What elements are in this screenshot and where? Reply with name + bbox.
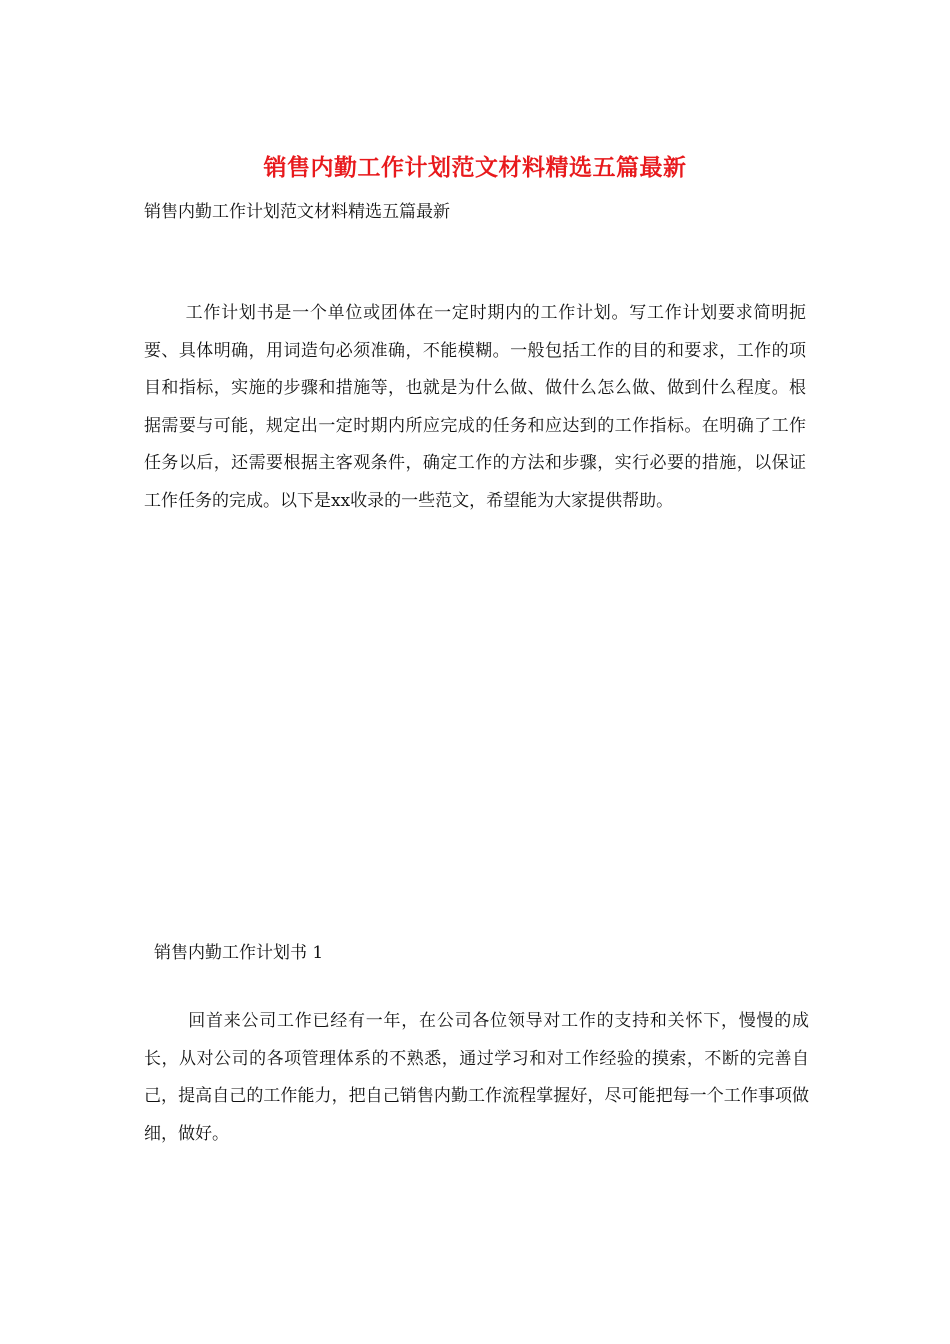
document-title: 销售内勤工作计划范文材料精选五篇最新 <box>263 154 687 181</box>
document-subtitle: 销售内勤工作计划范文材料精选五篇最新 <box>144 202 450 222</box>
intro-paragraph: 工作计划书是一个单位或团体在一定时期内的工作计划。写工作计划要求简明扼要、具体明确，用词造句必须准确，不能模糊。一般包括工作的目的和要求，工作的项目和指标，实施的步骤和措施等，也就是为什么做、做什么怎么做、做到什么程度。根据需要与可能，规定出一定时期内所应完成的任务和应达到的工作指标。在明确了工作任务以后，还需要根据主客观条件，确定工作的方法和步骤，实行必要的措施，以保证工作任务的完成。以下是xx收录的一些范文，希望能为大家提供帮助。 <box>144 303 806 511</box>
section-1-heading: 销售内勤工作计划书 1 <box>154 943 324 963</box>
section-1-paragraph: 回首来公司工作已经有一年，在公司各位领导对工作的支持和关怀下，慢慢的成长，从对公司的各项管理体系的不熟悉，通过学习和对工作经验的摸索，不断的完善自己，提高自己的工作能力，把自己销售内勤工作流程掌握好，尽可能把每一个工作事项做细，做好。 <box>144 1011 809 1144</box>
